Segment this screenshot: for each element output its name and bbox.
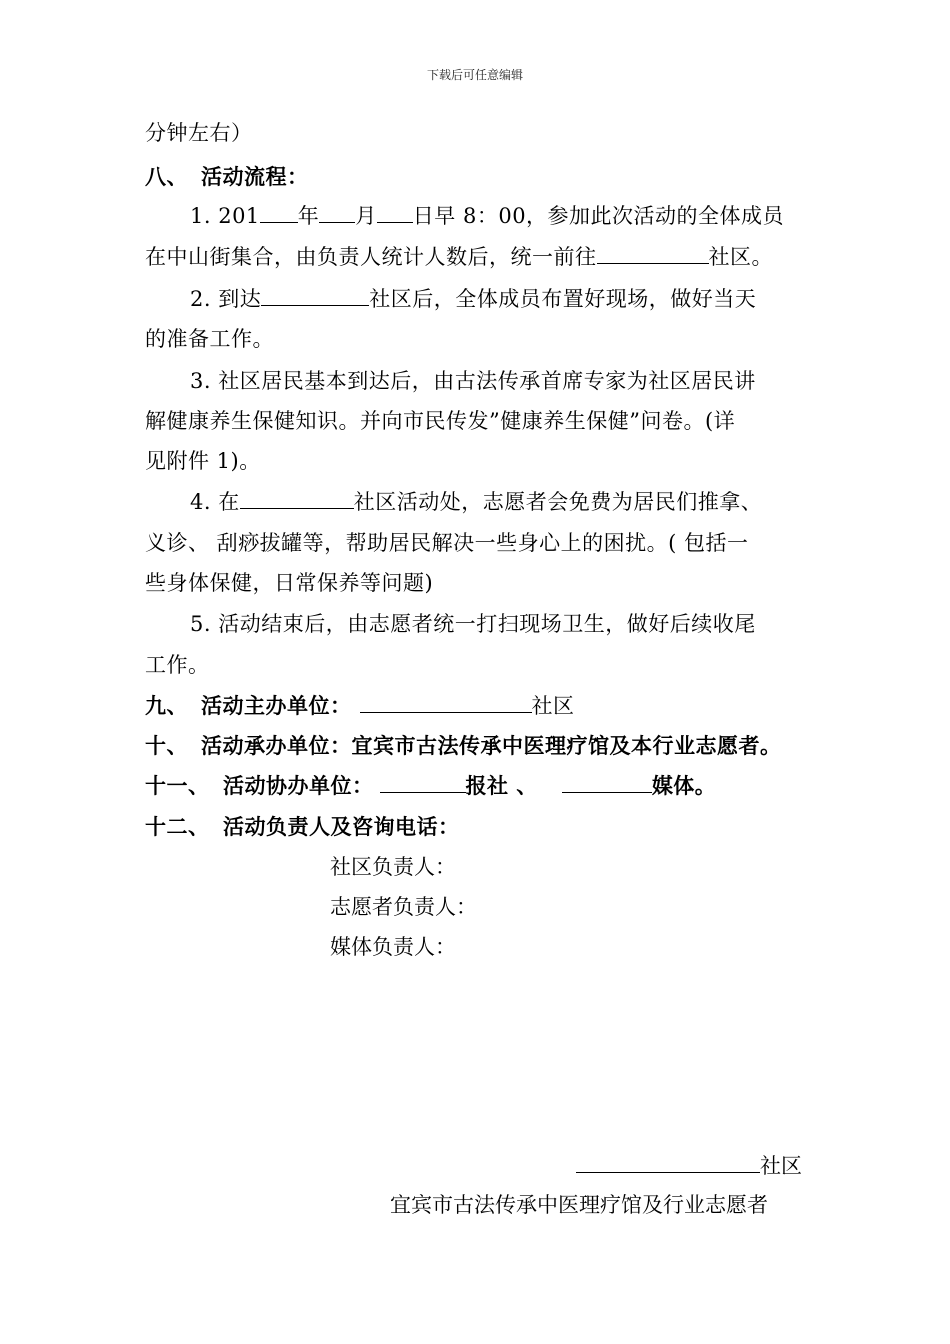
blank-newspaper[interactable] [380,772,466,793]
blank-day[interactable] [377,202,413,223]
step-1-text: 在中山街集合，由负责人统计人数后，统一前往 [145,245,597,269]
download-note: 下载后可任意编辑 [426,68,523,82]
step-4-text: 社区活动处，志愿者会免费为居民们推拿、 [353,490,763,514]
step-3-line-3: 见附件 1)。 [145,449,261,473]
section-end: 媒体。 [651,774,717,798]
section-number: 九、 [145,694,188,718]
step-1-line-2 [145,242,773,272]
section-number: 八、 [145,165,188,189]
blank-year[interactable] [260,202,298,223]
contact-volunteer: 志愿者负责人： [330,895,477,919]
section-title: 活动流程： [201,165,309,189]
signature-organization: 宜宾市古法传承中医理疗馆及行业志愿者 [390,1193,768,1217]
step-2-text: 社区后，全体成员布置好现场，做好当天 [369,287,757,311]
section-number: 十、 [145,734,188,758]
contact-media: 媒体负责人： [330,935,456,959]
section-title: 活动承办单位：宜宾市古法传承中医理疗馆及本行业志愿者。 [201,734,782,758]
step-1-text: 月 [355,204,377,228]
section-8-heading [145,162,309,192]
step-4-text: 4. 在 [190,490,240,514]
step-1-text: 日早 8：00，参加此次活动的全体成员 [412,204,785,228]
step-4-line-1 [190,487,762,517]
signature-community [576,1151,802,1181]
section-11-heading [145,771,716,801]
section-mid: 报社 、 [465,774,538,798]
section-title: 活动协办单位： [223,774,374,798]
contact-community: 社区负责人： [330,855,456,879]
step-2-line-1 [190,284,756,314]
section-9-heading [145,691,575,721]
step-1-text: 年 [297,204,320,228]
paragraph-continuation: 分钟左右） [145,121,253,145]
signature-suffix: 社区 [760,1154,802,1178]
step-4-line-3: 些身体保健，日常保养等问题) [145,571,434,595]
step-1-line-1 [190,201,784,231]
step-1-text: 1. 201 [190,204,260,228]
section-number: 十二、 [145,815,210,839]
step-3-line-1: 3. 社区居民基本到达后，由古法传承首席专家为社区居民讲 [190,369,756,393]
blank-community[interactable] [240,488,354,509]
step-5-line-2: 工作。 [145,653,210,677]
step-5-line-1: 5. 活动结束后，由志愿者统一打扫现场卫生，做好后续收尾 [190,612,756,636]
blank-community[interactable] [261,285,369,306]
section-suffix: 社区 [531,694,575,718]
blank-community[interactable] [597,243,709,264]
section-title: 活动主办单位： [201,694,352,718]
section-12-heading [145,812,460,842]
blank-host[interactable] [360,692,532,713]
step-1-text: 社区。 [708,245,773,269]
step-2-line-2: 的准备工作。 [145,327,274,351]
section-10-heading [145,731,782,761]
step-3-line-2: 解健康养生保健知识。并向市民传发”健康养生保健”问卷。(详 [145,409,736,433]
step-4-line-2: 义诊、 刮痧拔罐等，帮助居民解决一些身心上的困扰。( 包括一 [145,531,749,555]
blank-media[interactable] [562,772,652,793]
blank-month[interactable] [319,202,355,223]
blank-community-signature[interactable] [576,1152,760,1173]
section-title: 活动负责人及咨询电话： [223,815,460,839]
section-number: 十一、 [145,774,210,798]
step-2-text: 2. 到达 [190,287,262,311]
